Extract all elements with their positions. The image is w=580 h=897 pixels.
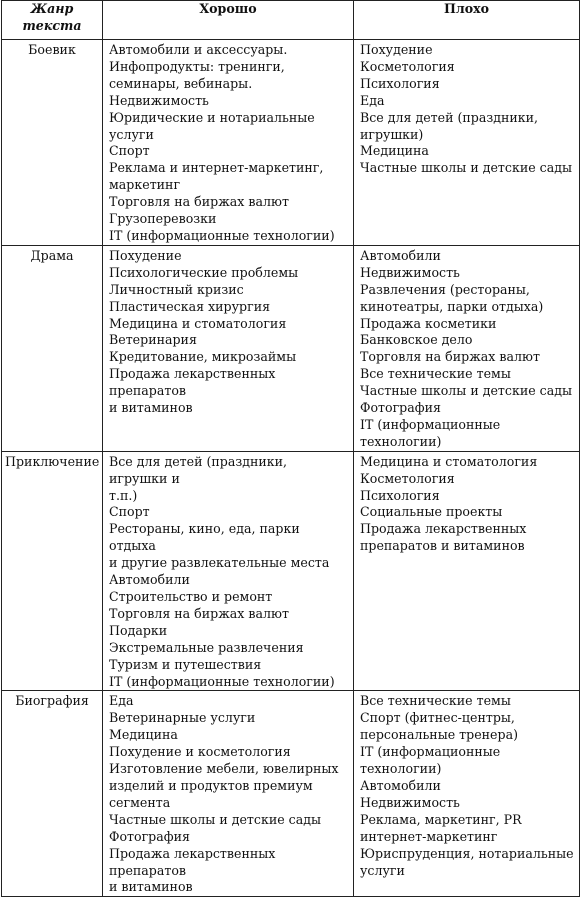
bad-cell — [354, 451, 580, 691]
cell-line: Все для детей (праздники, — [360, 109, 539, 125]
cell-line: услуги — [360, 862, 405, 878]
cell-line: Личностный кризис — [109, 281, 244, 297]
cell-line: Психология — [360, 75, 440, 91]
cell-line: Медицина — [109, 727, 178, 743]
cell-line: Продажа лекарственных препаратов — [109, 845, 276, 878]
bad-cell — [354, 691, 580, 897]
cell-line: Фотография — [360, 400, 441, 416]
cell-line: игрушки) — [360, 126, 424, 142]
cell-line: Похудение — [360, 42, 433, 57]
cell-line: технологии) — [360, 761, 442, 777]
cell-line: и витаминов — [109, 400, 193, 416]
cell-line: Недвижимость — [360, 794, 460, 810]
cell-line: Частные школы и детские сады — [360, 383, 573, 399]
cell-line: Банковское дело — [360, 332, 473, 348]
cell-line: Экстремальные развлечения — [109, 639, 304, 655]
good-cell — [103, 40, 354, 246]
genre-cell: Боевик — [2, 40, 103, 246]
cell-line: т.п.) — [109, 487, 138, 503]
table-row — [2, 40, 580, 246]
table-header-row — [2, 1, 580, 40]
good-cell — [103, 451, 354, 691]
cell-line: Социальные проекты — [360, 504, 503, 520]
genre-comparison-table — [1, 0, 580, 897]
cell-line: Автомобили — [360, 247, 441, 263]
cell-line: Спорт — [109, 143, 150, 159]
table-row — [2, 451, 580, 691]
cell-line: Все технические темы — [360, 366, 511, 382]
cell-line: Косметология — [360, 58, 455, 74]
cell-line: Реклама и интернет-маркетинг, — [109, 160, 324, 176]
cell-line: кинотеатры, парки отдыха) — [360, 298, 544, 314]
cell-line: Все для детей (праздники, игрушки и — [109, 453, 288, 486]
cell-line: Психология — [360, 487, 440, 503]
cell-line: Торговля на биржах валют — [360, 349, 540, 365]
cell-line: препаратов и витаминов — [360, 538, 525, 554]
genre-cell: Биография — [2, 691, 103, 897]
cell-line: Кредитование, микрозаймы — [109, 349, 297, 365]
cell-line: семинары, вебинары. — [109, 75, 253, 91]
cell-line: технологии) — [360, 433, 442, 449]
good-cell — [103, 245, 354, 451]
cell-line: Похудение — [109, 247, 182, 263]
cell-line: Недвижимость — [109, 92, 209, 108]
cell-line: Спорт (фитнес-центры, — [360, 710, 515, 726]
cell-line: Изготовление мебели, ювелирных — [109, 761, 339, 777]
bad-cell — [354, 40, 580, 246]
cell-line: Медицина и стоматология — [360, 453, 538, 469]
cell-line: Частные школы и детские сады — [360, 160, 573, 176]
cell-line: IT (информационные технологии) — [109, 227, 335, 243]
good-cell — [103, 691, 354, 897]
cell-line: интернет-маркетинг — [360, 828, 498, 844]
cell-line: Еда — [109, 693, 134, 709]
cell-line: Косметология — [360, 470, 455, 486]
cell-line: Автомобили — [109, 572, 190, 588]
cell-line: услуги — [109, 126, 154, 142]
cell-line: Психологические проблемы — [109, 264, 299, 280]
table-body — [2, 40, 580, 897]
cell-line: Строительство и ремонт — [109, 589, 273, 604]
header-good: Хорошо — [103, 1, 354, 40]
table-row — [2, 691, 580, 897]
cell-line: Медицина и стоматология — [109, 315, 287, 331]
bad-cell — [354, 245, 580, 451]
cell-line: Недвижимость — [360, 264, 460, 280]
cell-line: Торговля на биржах валют — [109, 194, 289, 210]
cell-line: персональные тренера) — [360, 727, 518, 743]
genre-cell: Приключение — [2, 451, 103, 691]
cell-line: изделий и продуктов премиум — [109, 777, 313, 793]
cell-line: Юриспруденция, нотариальные — [360, 845, 574, 861]
cell-line: Ветеринарные услуги — [109, 710, 256, 726]
cell-line: Автомобили и аксессуары. — [109, 42, 288, 57]
cell-line: и другие развлекательные места — [109, 555, 330, 571]
cell-line: Грузоперевозки — [109, 211, 217, 227]
cell-line: Туризм и путешествия — [109, 656, 262, 672]
cell-line: Автомобили — [360, 777, 441, 793]
table-row — [2, 245, 580, 451]
cell-line: Ветеринария — [109, 332, 197, 348]
cell-line: IT (информационные — [360, 744, 501, 760]
cell-line: Еда — [360, 92, 385, 108]
header-bad: Плохо — [354, 1, 580, 40]
cell-line: Частные школы и детские сады — [109, 811, 322, 827]
cell-line: Продажа лекарственных препаратов — [109, 366, 276, 399]
cell-line: IT (информационные технологии) — [109, 673, 335, 689]
cell-line: Продажа лекарственных — [360, 521, 527, 537]
genre-cell: Драма — [2, 245, 103, 451]
cell-line: IT (информационные — [360, 416, 501, 432]
cell-line: Похудение и косметология — [109, 744, 291, 760]
cell-line: Развлечения (рестораны, — [360, 281, 530, 297]
cell-line: Пластическая хирургия — [109, 298, 271, 314]
cell-line: Инфопродукты: тренинги, — [109, 58, 285, 74]
cell-line: Продажа косметики — [360, 315, 497, 331]
cell-line: Реклама, маркетинг, PR — [360, 811, 522, 827]
cell-line: маркетинг — [109, 177, 181, 193]
cell-line: Все технические темы — [360, 693, 511, 709]
cell-line: Фотография — [109, 828, 190, 844]
cell-line: сегмента — [109, 794, 171, 810]
cell-line: Спорт — [109, 504, 150, 520]
cell-line: Торговля на биржах валют — [109, 605, 289, 621]
header-genre: Жанр текста — [2, 1, 103, 40]
cell-line: и витаминов — [109, 879, 193, 895]
cell-line: Подарки — [109, 622, 168, 638]
cell-line: Юридические и нотариальные — [109, 109, 315, 125]
cell-line: Медицина — [360, 143, 429, 159]
cell-line: Рестораны, кино, еда, парки отдыха — [109, 521, 300, 554]
